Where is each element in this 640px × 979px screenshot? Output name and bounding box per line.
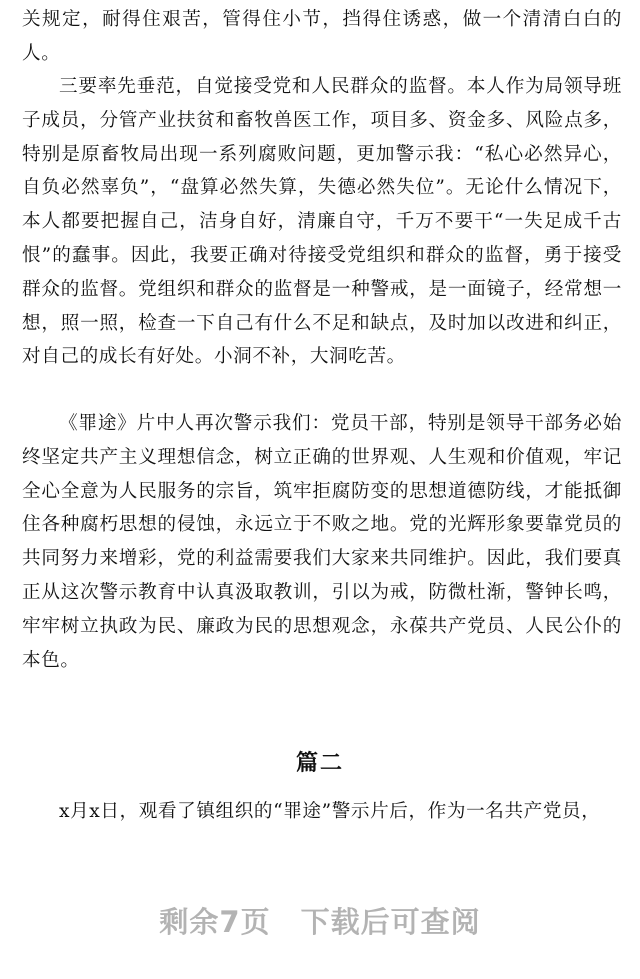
paragraph-continuation: 关规定，耐得住艰苦，管得住小节，挡得住诱惑，做一个清清白白的人。 bbox=[22, 9, 622, 64]
paragraph-supervision: 三要率先垂范，自觉接受党和人民群众的监督。本人作为局领导班子成员，分管产业扶贫和畜牧兽医工作，项目多、资金多、风险点多，特别是原畜牧局出现一系列腐败问题，更加警示我：“私心必然异心，自负必然辜负”，“盘算必然失算，失德必然失位”。无论什么情况下，本人都要把握自己，洁身自好，清廉自守，千万不要干“一失足成千古恨”的蠢事。因此，我要正确对待接受党组织和群众的监督，勇于接受群众的监督。党组织和群众的监督是一种警戒，是一面镜子，经常想一想，照一照，检查一下自己有什么不足和缺点，及时加以改进和纠正，对自己的成长有好处。小洞不补，大洞吃苦。 bbox=[22, 76, 622, 368]
download-prompt-button[interactable] bbox=[0, 892, 640, 952]
section-first-line: x月x日，观看了镇组织的“罪途”警示片后，作为一名共产党员， bbox=[59, 801, 601, 822]
paragraph-warning: 《罪途》片中人再次警示我们：党员干部，特别是领导干部务必始终坚定共产主义理想信念，树立正确的世界观、人生观和价值观，牢记全心全意为人民服务的宗旨，筑牢拒腐防变的思想道德防线，才能抵御住各种腐朽思想的侵蚀，永远立于不败之地。党的光辉形象要靠党员的共同努力来增彩，党的利益需要我们大家来共同维护。因此，我们要真正从这次警示教育中认真汲取教训，引以为戒，防微杜渐，警钟长鸣，牢牢树立执政为民、廉政为民的思想观念，永葆共产党员、人民公仆的本色。 bbox=[22, 413, 622, 671]
remaining-pages-label: 剩余7页 bbox=[159, 905, 271, 939]
section-heading: 篇二 bbox=[295, 751, 344, 776]
download-action-label: 下载后可查阅 bbox=[300, 905, 481, 939]
